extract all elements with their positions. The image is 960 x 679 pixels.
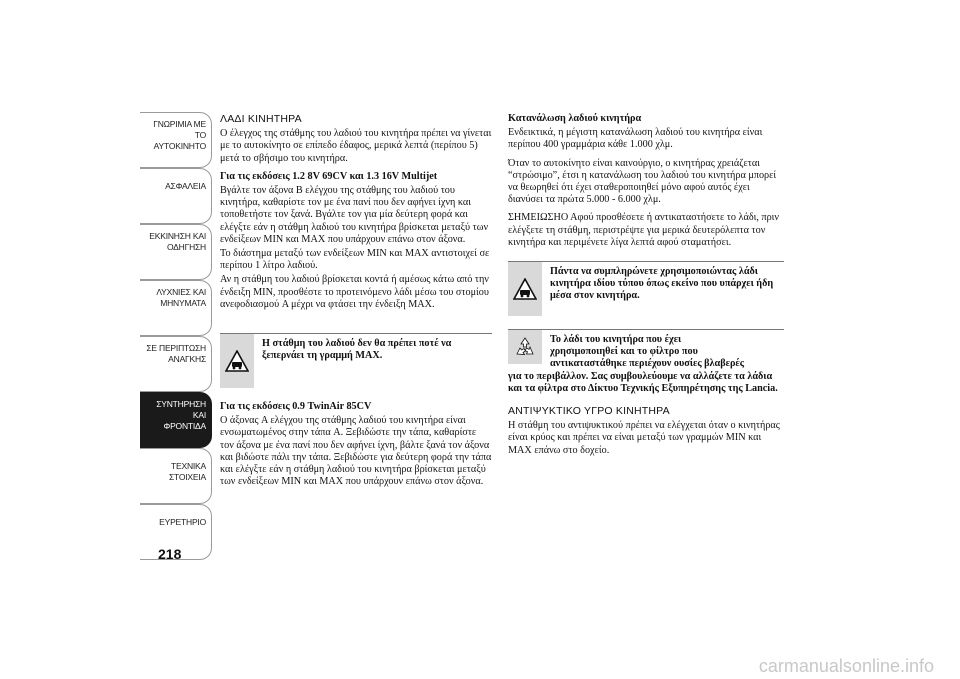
left-column: [220, 113, 492, 494]
environment-text-line: για το περιβάλλον. Σας συμβουλεύουμε να αλλάζετε τα λάδια και τα φίλτρα στο Δίκτυο Τεχνικής Εξυπηρέτησης της Lancia.: [508, 370, 778, 394]
tab-label: ΑΣΦΑΛΕΙΑ: [165, 181, 206, 191]
tab-label: ΑΝΑΓΚΗΣ: [168, 354, 206, 364]
tab-label: ΑΥΤΟΚΙΝΗΤΟ: [153, 141, 206, 151]
tab-label: ΣΕ ΠΕΡΙΠΤΩΣΗ: [146, 343, 206, 353]
warning-text: Πάντα να συμπληρώνετε χρησιμοποιώντας λάδι κινητήρα ιδίου τύπου όπως εκείνο που υπάρχει ήδη μέσα στον κινητήρα.: [550, 266, 774, 302]
paragraph: Ο άξονας A ελέγχου της στάθμης λαδιού του κινητήρα είναι ενσωματωμένος στην τάπα A. Ξεβιδώστε την τάπα, καθαρίστε τον άξονα με ένα πανί που δεν αφήνει ίχνη, βάλτε ξανά τον άξονα και βιδώστε πάλι την τάπα. Ξεβιδώστε για δεύτερη φορά την τάπα και ελέγξτε εάν η στάθμη λαδιού του κινητήρα βρίσκεται μεταξύ των ενδείξεων MIN και MAX που υπάρχουν επάνω στον άξονα.: [220, 415, 492, 488]
section-heading: ΛΑΔΙ ΚΙΝΗΤΗΡΑ: [220, 113, 302, 125]
paragraph: Η στάθμη του αντιψυκτικού πρέπει να ελέγχεται όταν ο κινητήρας είναι κρύος και πρέπει να είναι μεταξύ των γραμμών MIN και MAX επάνω στο δοχείο.: [508, 420, 780, 456]
warning-notice: [220, 333, 492, 391]
tab-label: ΕΥΡΕΤΗΡΙΟ: [159, 517, 206, 527]
tab-technical-data[interactable]: [140, 448, 212, 504]
tab-safety[interactable]: [140, 168, 212, 224]
tab-maintenance-care[interactable]: [140, 392, 212, 448]
tab-label: ΤΕΧΝΙΚΑ ΣΤΟΙΧΕΙΑ: [168, 461, 206, 482]
warning-notice: [508, 261, 784, 319]
environment-text-line: αντικαταστάθηκε περιέχουν ουσίες βλαβερές: [550, 358, 745, 370]
tab-label: ΕΚΚΙΝΗΣΗ ΚΑΙ: [149, 231, 206, 241]
right-column: [508, 113, 784, 463]
tab-starting-driving[interactable]: [140, 224, 212, 280]
tab-label: ΣΥΝΤΗΡΗΣΗ ΚΑΙ: [156, 399, 206, 420]
paragraph: Βγάλτε τον άξονα B ελέγχου της στάθμης του λαδιού του κινητήρα, καθαρίστε τον με ένα πανί που δεν αφήνει ίχνη και τοποθετήστε τον ξανά. Βγάλτε τον για μία δεύτερη φορά και ελέγξτε εάν η στάθμη λαδιού του κινητήρα βρίσκεται μεταξύ των ενδείξεων MIN και MAX που υπάρχουν επάνω στον άξονα.: [220, 185, 489, 245]
car-oil-warning-icon: [508, 262, 542, 316]
tab-label: ΟΔΗΓΗΣΗ: [166, 242, 206, 252]
paragraph: Ενδεικτικά, η μέγιστη κατανάλωση λαδιού του κινητήρα είναι περίπου 400 γραμμάρια κάθε 1.000 χλμ.: [508, 127, 763, 151]
warning-text: Η στάθμη του λαδιού δεν θα πρέπει ποτέ να ξεπερνάει τη γραμμή MAX.: [262, 338, 452, 362]
paragraph: Το διάστημα μεταξύ των ενδείξεων MIN και MAX αντιστοιχεί σε περίπου 1 λίτρο λαδιού.: [220, 248, 490, 272]
tab-getting-to-know[interactable]: [140, 112, 212, 168]
tab-emergency[interactable]: [140, 336, 212, 392]
recycle-icon: [508, 330, 542, 364]
car-oil-warning-icon: [220, 334, 254, 388]
tab-label: ΓΝΩΡΙΜΙΑ ΜΕ ΤΟ: [153, 119, 206, 140]
paragraph: Όταν το αυτοκίνητο είναι καινούργιο, ο κινητήρας χρειάζεται “στρώσιμο”, έτσι η κατανάλωση του λαδιού του κινητήρα μπορεί να θεωρηθεί ότι έχει σταθεροποιηθεί μόνο αφού αυτός έχει διανύσει τα πρώτα 5.000 - 6.000 χλμ.: [508, 157, 777, 206]
subsection-heading: Κατανάλωση λαδιού κινητήρα: [508, 113, 642, 124]
environment-text-line: Το λάδι του κινητήρα που έχει: [550, 334, 682, 346]
tab-label: ΜΗΝΥΜΑΤΑ: [160, 298, 206, 308]
paragraph: Ο έλεγχος της στάθμης του λαδιού του κινητήρα πρέπει να γίνεται με το αυτοκίνητο σε επίπεδο έδαφος, μερικά λεπτά (περίπου 5) μετά το σβήσιμο του κινητήρα.: [220, 128, 492, 164]
paragraph: ΣΗΜΕΙΩΣΗΟ Αφού προσθέσετε ή αντικαταστήσετε το λάδι, πριν ελέγξετε τη στάθμη, περιστρέψτε για μερικά δευτερόλεπτα τον κινητήρα και περιμένετε λίγα λεπτά αφού σταματήσει.: [508, 212, 780, 248]
environment-notice: [508, 329, 784, 395]
subsection-heading: Για τις εκδόσεις 0.9 TwinAir 85CV: [220, 401, 372, 413]
page-number: 218: [158, 546, 182, 562]
subsection-heading: Για τις εκδόσεις 1.2 8V 69CV και 1.3 16V Multijet: [220, 170, 438, 182]
tab-label: ΛΥΧΝΙΕΣ ΚΑΙ: [156, 287, 206, 297]
environment-text: [508, 334, 784, 395]
watermark: carmanualsonline.info: [758, 656, 934, 676]
tab-label: ΦΡΟΝΤΙΔΑ: [163, 421, 206, 431]
tab-lights-messages[interactable]: [140, 280, 212, 336]
paragraph: Αν η στάθμη του λαδιού βρίσκεται κοντά ή αμέσως κάτω από την ένδειξη MIN, προσθέστε το προτεινόμενο λάδι μέσω του στομίου ανεφοδιασμού A μέχρι να φτάσει την ένδειξη MAX.: [220, 274, 489, 310]
environment-text-line: χρησιμοποιηθεί και το φίλτρο που: [550, 346, 698, 358]
section-heading: ΑΝΤΙΨΥΚΤΙΚΟ ΥΓΡΟ ΚΙΝΗΤΗΡΑ: [508, 405, 670, 418]
